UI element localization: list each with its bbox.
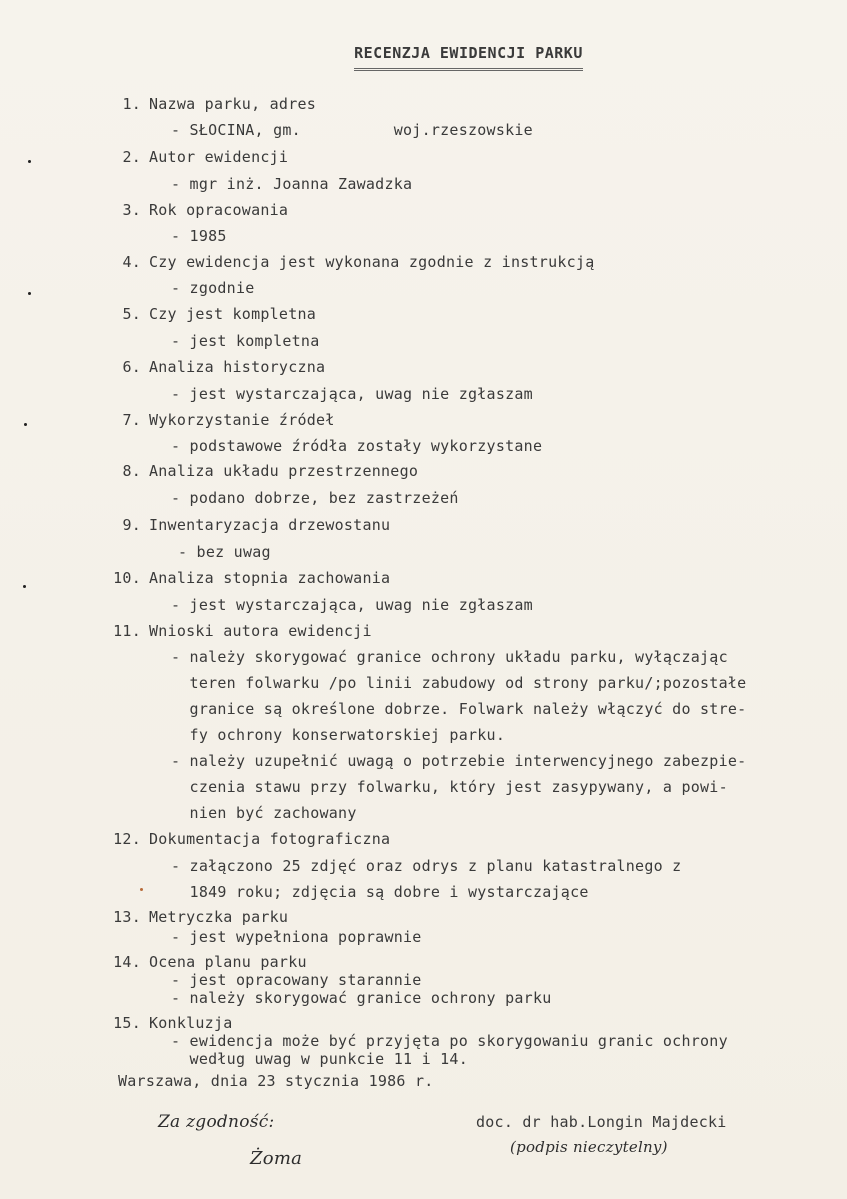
item-label: Analiza układu przestrzennego — [149, 462, 419, 480]
item-detail: - zgodnie — [171, 279, 255, 297]
place-date: Warszawa, dnia 23 stycznia 1986 r. — [118, 1072, 434, 1090]
item-detail: - należy skorygować granice ochrony parku — [171, 989, 552, 1007]
item-4: 4. Czy ewidencja jest wykonana zgodnie z instrukcją — [122, 253, 595, 271]
item-label: Ocena planu parku — [149, 953, 307, 971]
handwritten-signature: Żoma — [250, 1148, 303, 1169]
item-detail: - SŁOCINA, gm. woj.rzeszowskie — [171, 121, 533, 139]
item-detail: - bez uwag — [178, 543, 271, 561]
margin-dot — [140, 888, 143, 891]
item-detail: - jest wypełniona poprawnie — [171, 928, 422, 946]
item-detail: - 1985 — [171, 227, 227, 245]
item-12: 12. Dokumentacja fotograficzna — [113, 830, 391, 848]
item-detail: według uwag w punkcie 11 i 14. — [171, 1050, 468, 1068]
item-2: 2. Autor ewidencji — [122, 148, 289, 166]
signer-name: doc. dr hab.Longin Majdecki — [476, 1113, 727, 1131]
item-detail: fy ochrony konserwatorskiej parku. — [171, 726, 506, 744]
item-label: Metryczka parku — [149, 908, 289, 926]
item-6: 6. Analiza historyczna — [122, 358, 326, 376]
item-label: Autor ewidencji — [149, 148, 289, 166]
item-detail: - podstawowe źródła zostały wykorzystane — [171, 437, 543, 455]
signature-note: (podpis nieczytelny) — [510, 1138, 668, 1156]
item-label: Konkluzja — [149, 1014, 233, 1032]
item-detail: - jest wystarczająca, uwag nie zgłaszam — [171, 385, 533, 403]
item-label: Dokumentacja fotograficzna — [149, 830, 391, 848]
item-detail: - podano dobrze, bez zastrzeżeń — [171, 489, 459, 507]
item-detail: granice są określone dobrze. Folwark należy włączyć do stre- — [171, 700, 747, 718]
item-14: 14. Ocena planu parku — [113, 953, 307, 971]
item-5: 5. Czy jest kompletna — [122, 305, 317, 323]
item-detail: - należy uzupełnić uwagą o potrzebie interwencyjnego zabezpie- — [171, 752, 747, 770]
margin-dot — [24, 423, 27, 426]
item-detail: - należy skorygować granice ochrony układu parku, wyłączając — [171, 648, 728, 666]
item-label: Czy jest kompletna — [149, 305, 317, 323]
item-detail: - jest opracowany starannie — [171, 971, 422, 989]
item-detail: teren folwarku /po linii zabudowy od strony parku/;pozostałe — [171, 674, 747, 692]
item-label: Analiza stopnia zachowania — [149, 569, 391, 587]
item-13: 13. Metryczka parku — [113, 908, 289, 926]
item-7: 7. Wykorzystanie źródeł — [122, 411, 335, 429]
item-label: Inwentaryzacja drzewostanu — [149, 516, 391, 534]
margin-dot — [23, 585, 26, 588]
item-15: 15. Konkluzja — [113, 1014, 233, 1032]
item-label: Wykorzystanie źródeł — [149, 411, 335, 429]
margin-dot — [28, 160, 31, 163]
attestation-note: Za zgodność: — [158, 1112, 275, 1132]
item-detail: - ewidencja może być przyjęta po skorygowaniu granic ochrony — [171, 1032, 728, 1050]
item-1: 1. Nazwa parku, adres — [122, 95, 317, 113]
item-label: Analiza historyczna — [149, 358, 326, 376]
margin-dot — [28, 292, 31, 295]
item-detail: - jest wystarczająca, uwag nie zgłaszam — [171, 596, 533, 614]
item-label: Rok opracowania — [149, 201, 289, 219]
item-detail: - jest kompletna — [171, 332, 320, 350]
item-detail: czenia stawu przy folwarku, który jest zasypywany, a powi- — [171, 778, 728, 796]
item-label: Czy ewidencja jest wykonana zgodnie z instrukcją — [149, 253, 595, 271]
item-detail: 1849 roku; zdjęcia są dobre i wystarczające — [171, 883, 589, 901]
document-title: RECENZJA EWIDENCJI PARKU — [0, 44, 847, 71]
item-3: 3. Rok opracowania — [122, 201, 289, 219]
item-11: 11. Wnioski autora ewidencji — [113, 622, 372, 640]
item-9: 9. Inwentaryzacja drzewostanu — [122, 516, 391, 534]
item-detail: - mgr inż. Joanna Zawadzka — [171, 175, 413, 193]
item-detail: nien być zachowany — [171, 804, 357, 822]
item-label: Nazwa parku, adres — [149, 95, 317, 113]
item-label: Wnioski autora ewidencji — [149, 622, 372, 640]
item-8: 8. Analiza układu przestrzennego — [122, 462, 419, 480]
item-detail: - załączono 25 zdjęć oraz odrys z planu katastralnego z — [171, 857, 682, 875]
item-10: 10. Analiza stopnia zachowania — [113, 569, 391, 587]
